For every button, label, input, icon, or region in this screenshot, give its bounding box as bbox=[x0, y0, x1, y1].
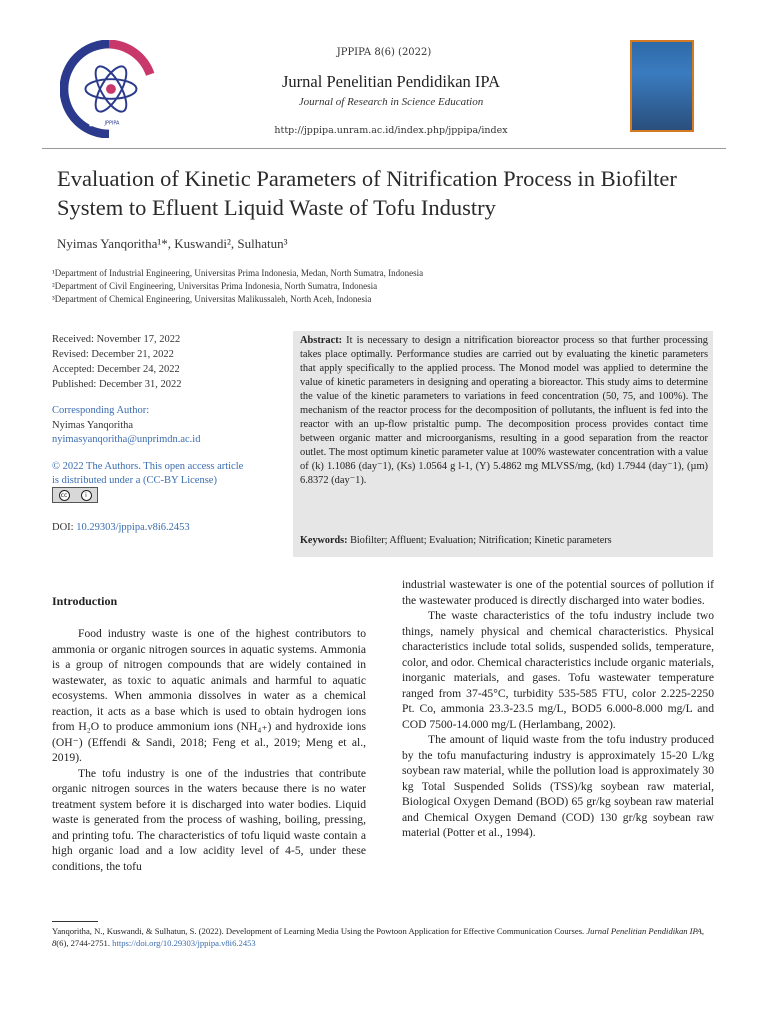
paragraph: The tofu industry is one of the industries that contribute organic nitrogen sources in the waters because there is no water treatment system before it is discharged into water bodies. Liquid waste is generated from the process of washing, boiling, pressing, and printing tofu. The characteristics of tofu liquid waste contain a high organic load and a low acidity level of 4-5, under these conditions, the tofu bbox=[52, 766, 366, 873]
citation-pages: (6), 2744-2751. bbox=[56, 938, 113, 948]
keywords-label: Keywords: bbox=[300, 535, 348, 546]
body-column-right bbox=[402, 577, 714, 841]
section-heading-introduction: Introduction bbox=[52, 594, 118, 608]
revised-date: Revised: December 21, 2022 bbox=[52, 349, 174, 360]
svg-text:JPPIPA: JPPIPA bbox=[104, 120, 120, 127]
paragraph: The waste characteristics of the tofu industry include two things, namely physical and chemical characteristics. Physical characteristics include total solids, suspended solids, temperature, color, and odor. Chemical characteristics include organic materials, inorganic materials, and gases. Tofu wastewater temperature ranged from 37-45°C, turbidity 535-585 FTU, color 2.225-2250 Pt. Co, ammonia 23.3-23.5 mg/L, BOD5 6.000-8.000 mg/L and COD 7500-14.000 mg/L (Herlambang, 2002). bbox=[402, 609, 714, 731]
journal-cover-thumbnail bbox=[630, 40, 694, 132]
published-date: Published: December 31, 2022 bbox=[52, 379, 182, 390]
body-column-left bbox=[52, 626, 366, 874]
received-date: Received: November 17, 2022 bbox=[52, 334, 181, 345]
corresponding-author-email[interactable]: nyimasyanqoritha@unprimdn.ac.id bbox=[52, 434, 201, 445]
doi-label: DOI: bbox=[52, 522, 77, 533]
abstract-label: Abstract: bbox=[300, 335, 343, 346]
journal-title: Jurnal Penelitian Pendidikan IPA bbox=[282, 72, 500, 91]
abstract-text: It is necessary to design a nitrification bioreactor process so that further processing takes place optimally. Performance studies are carried out by evaluating the kinetic parameters that apply specifically to the applied process. The Monod model was applied to determine the value of kinetic parameters in designing and operating a bioreactor. This study aims to determine the value of the kinetic parameters to variations in feed concentration (50, 75, and 100%). The mechanism of the reactor process for the decomposition of pollutants, the influent is fed into the reactor with an up-flow pristaltic pump. The decomposition process provides contact time between organic matter and microorganisms, resulting in a good separation from the reactor outlet. The most optimum kinetic parameter value at 100% wastewater concentration with a value of (k) 1.1086 (day⁻1), (Ks) 1.0564 g l-1, (Y) 5.4862 mg MLVSS/mg, (kd) 1.7944 (day⁻1), (µm) 6.8372 (day⁻1). bbox=[300, 335, 708, 486]
accepted-date: Accepted: December 24, 2022 bbox=[52, 364, 180, 375]
header-divider bbox=[42, 148, 726, 149]
citation-footnote bbox=[52, 925, 716, 949]
affiliation-1: ¹Department of Industrial Engineering, Universitas Prima Indonesia, Medan, North Sumatra, Indonesia bbox=[52, 268, 424, 278]
doi-link[interactable]: 10.29303/jppipa.v8i6.2453 bbox=[76, 522, 190, 533]
affiliation-2: ²Department of Civil Engineering, Universitas Prima Indonesia, North Sumatra, Indonesia bbox=[52, 281, 378, 291]
abstract bbox=[300, 334, 708, 488]
author-list: Nyimas Yanqoritha¹*, Kuswandi², Sulhatun³ bbox=[57, 236, 288, 251]
journal-url[interactable]: http://jppipa.unram.ac.id/index.php/jppipa/index bbox=[274, 125, 508, 136]
journal-volume: JPPIPA 8(6) (2022) bbox=[336, 47, 432, 58]
citation-doi-link[interactable]: https://doi.org/10.29303/jppipa.v8i6.2453 bbox=[112, 938, 256, 948]
paragraph: The amount of liquid waste from the tofu industry produced by the tofu manufacturing industry is approximately 15-20 L/kg soybean raw material, while the pollution load is approximately 30 kg Total Suspended Solids (TSS)/kg soybean raw material, Biological Oxygen Demand (BOD) 65 gr/kg soybean raw material and Chemical Oxygen Demand (COD) 130 gr/kg soybean raw material (Potter et al., 1994). bbox=[402, 733, 714, 839]
citation-journal: Jurnal Penelitian Pendidikan IPA, 8 bbox=[52, 926, 705, 948]
paper-title: Evaluation of Kinetic Parameters of Nitrification Process in Biofilter System to Efluent Liquid Waste of Tofu Industry bbox=[57, 166, 677, 220]
journal-subtitle: Journal of Research in Science Education bbox=[298, 96, 484, 108]
paragraph: Food industry waste is one of the highest contributors to ammonia or organic nitrogen sources in aquatic systems. Ammonia is a group of nitrogen compounds that are widely contained in wastewater, as toxic to aquatic animals and harmful to aquatic ecosystems. When ammonia dissolves in water as a chemical reaction, it acts as a base which is used to obtain hydrogen ions from H₂O to produce ammonium ions (NH₄₊) and hydroxide ions (OH⁻) (Effendi & Sandi, 2018; Feng et al., 2019; Meng et al., 2019). bbox=[52, 627, 366, 764]
doi-line bbox=[52, 522, 190, 533]
corresponding-author-label: Corresponding Author: bbox=[52, 405, 150, 416]
paragraph-continuation: industrial wastewater is one of the potential sources of pollution if the wastewater produced is directly discharged into water bodies. bbox=[402, 578, 714, 607]
license-line-2[interactable]: is distributed under a (CC-BY License) bbox=[52, 475, 217, 486]
citation-text: Yanqoritha, N., Kuswandi, & Sulhatun, S. (2022). Development of Learning Media Using the Powtoon Application for Effective Communication Courses. bbox=[52, 926, 587, 936]
keywords bbox=[300, 535, 708, 546]
affiliation-3: ³Department of Chemical Engineering, Universitas Malikussaleh, North Aceh, Indonesia bbox=[52, 294, 372, 304]
corresponding-author-name: Nyimas Yanqoritha bbox=[52, 420, 134, 431]
footnote-divider bbox=[52, 921, 98, 922]
keywords-text: Biofilter; Affluent; Evaluation; Nitrification; Kinetic parameters bbox=[347, 535, 612, 546]
cc-by-badge-icon[interactable]: cc i bbox=[52, 487, 98, 503]
license-line-1[interactable]: © 2022 The Authors. This open access article bbox=[52, 461, 244, 472]
